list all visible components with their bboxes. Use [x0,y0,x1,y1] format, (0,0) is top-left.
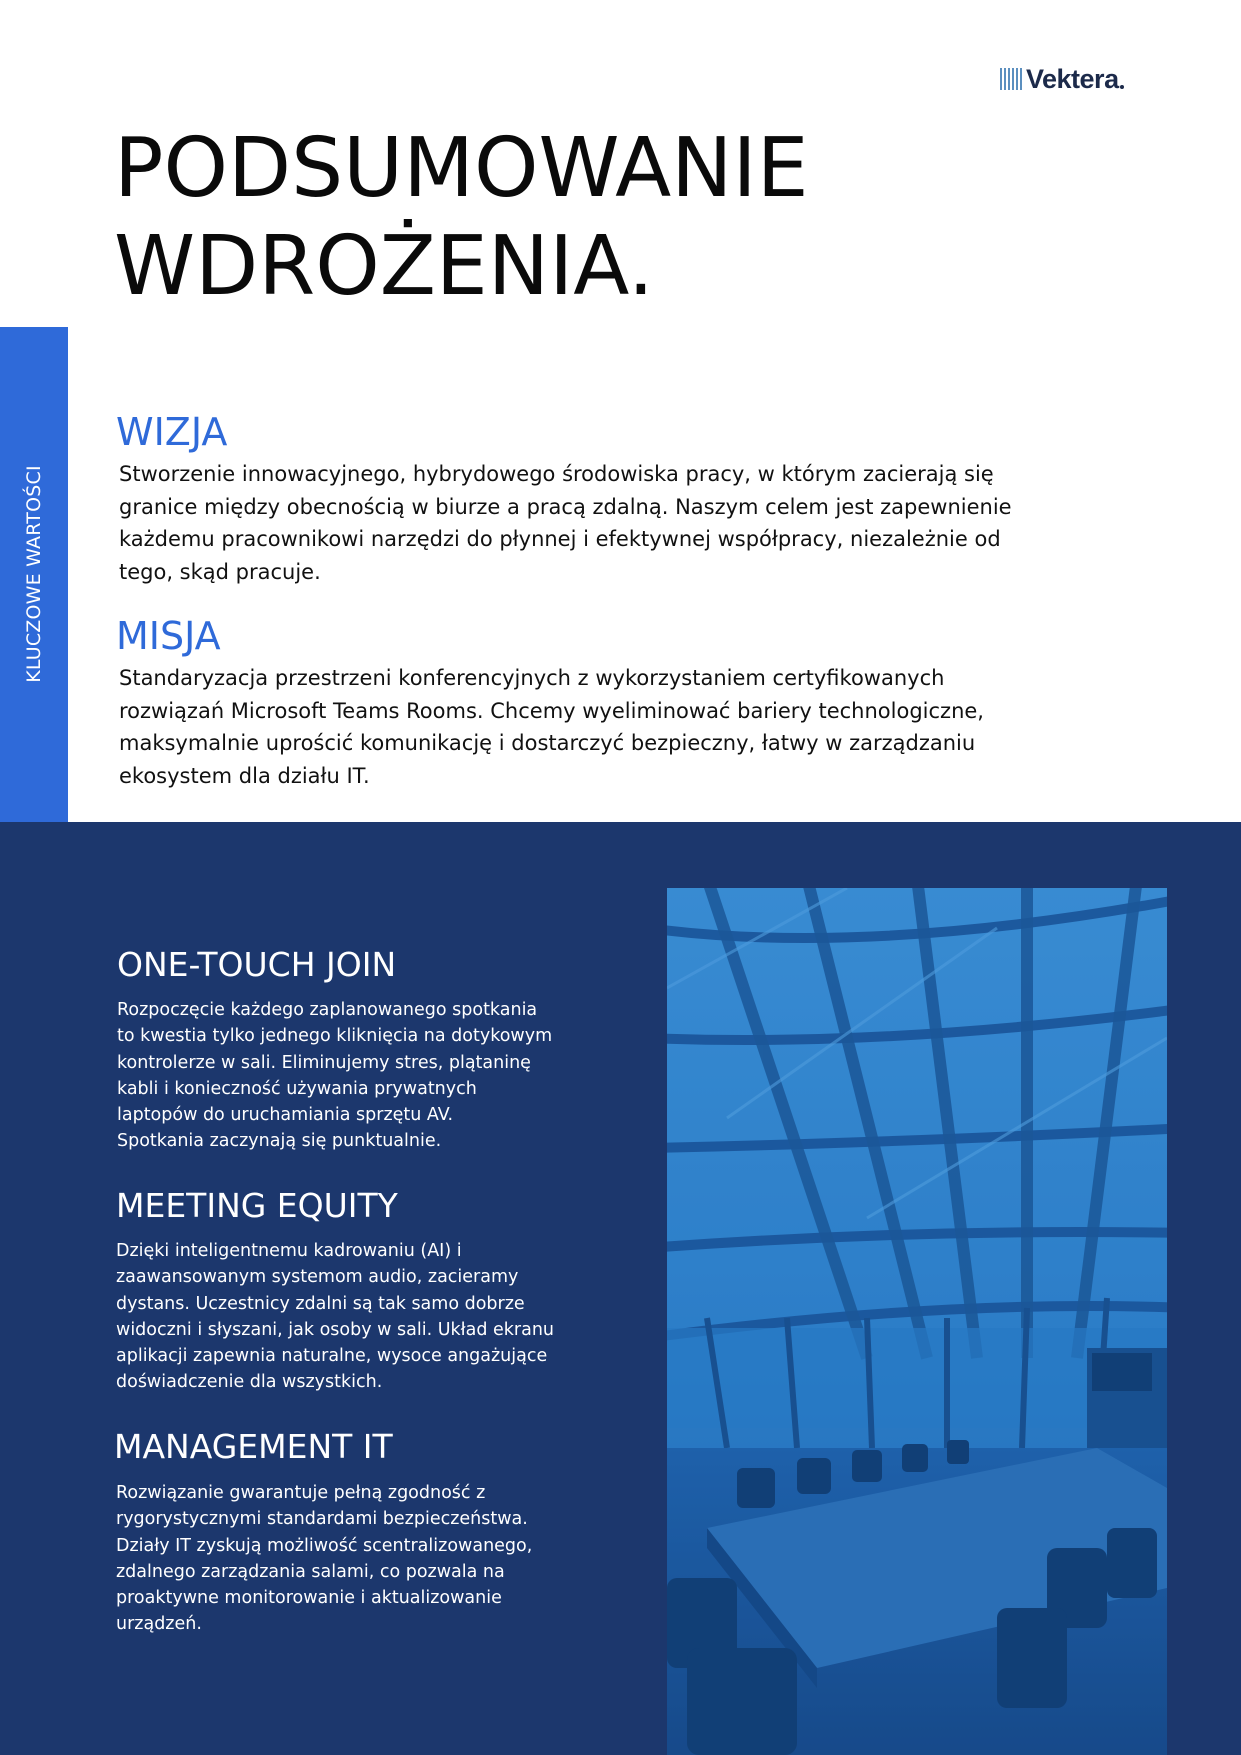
brand-logo [1000,64,1124,94]
feature-line: to kwestia tylko jednego kliknięcia na dotykowym [117,1026,553,1047]
vision-line: granice między obecnością w biurze a pracą zdalną. Naszym celem jest zapewnienie [119,494,1012,519]
page-title-line-1: PODSUMOWANIE [114,121,809,216]
feature-line: Działy IT zyskują możliwość scentralizowanego, [116,1535,533,1556]
mission-text [119,662,1109,792]
mission-line: rozwiązań Microsoft Teams Rooms. Chcemy wyeliminować bariery technologiczne, [119,698,984,723]
feature-line: doświadczenie dla wszystkich. [116,1372,383,1393]
feature-line: zdalnego zarządzania salami, co pozwala na [116,1561,505,1582]
mission-line: maksymalnie uprościć komunikację i dostarczyć bezpieczny, łatwy w zarządzaniu [119,731,976,755]
feature-text-management-it [116,1480,596,1638]
vision-line: tego, skąd pracuje. [119,559,321,584]
feature-line: kontrolerze w sali. Eliminujemy stres, plątaninę [117,1052,531,1073]
feature-line: Rozwiązanie gwarantuje pełną zgodność z [116,1483,486,1503]
feature-line: zaawansowanym systemom audio, zacieramy [116,1267,519,1288]
feature-line: urządzeń. [116,1614,202,1635]
conference-room-photo [667,888,1167,1755]
feature-line: widoczni i słyszani, jak osoby w sali. Układ ekranu [116,1319,555,1340]
side-tab [0,327,68,822]
page-title [114,120,809,316]
page-title-line-2: WDROŻENIA. [114,219,654,314]
side-tab-label: KLUCZOWE WARTOŚCI [23,465,45,683]
feature-heading-management-it: MANAGEMENT IT [114,1427,393,1466]
feature-line: Spotkania zaczynają się punktualnie. [117,1131,442,1152]
feature-heading-meeting-equity: MEETING EQUITY [116,1186,398,1225]
feature-line: rygorystycznymi standardami bezpieczeństwa. [116,1509,528,1530]
feature-line: laptopów do uruchamiania sprzętu AV. [117,1105,454,1126]
feature-line: dystans. Uczestnicy zdalni są tak samo dobrze [116,1293,525,1314]
vision-text [119,458,1109,588]
feature-line: proaktywne monitorowanie i aktualizowanie [116,1588,502,1609]
feature-text-meeting-equity [116,1238,596,1396]
mission-line: Standaryzacja przestrzeni konferencyjnych z wykorzystaniem certyfikowanych [119,666,945,690]
feature-line: aplikacji zapewnia naturalne, wysoce angażujące [116,1346,548,1367]
logo-bars-icon [1000,68,1022,90]
feature-line: Dzięki inteligentnemu kadrowaniu (AI) i [116,1241,462,1261]
vision-line: Stworzenie innowacyjnego, hybrydowego środowiska pracy, w którym zacierają się [119,462,994,486]
vision-line: każdemu pracownikowi narzędzi do płynnej i efektywnej współpracy, niezależnie od [119,527,1001,551]
logo-text: Vektera [1026,63,1119,94]
feature-heading-one-touch-join: ONE-TOUCH JOIN [117,945,397,984]
feature-text-one-touch-join [117,997,597,1155]
feature-line: kabli i konieczność używania prywatnych [117,1078,477,1099]
feature-line: Rozpoczęcie każdego zaplanowanego spotkania [117,1000,538,1020]
logo-dot-icon [1120,85,1124,89]
vision-heading: WIZJA [116,410,228,454]
mission-heading: MISJA [116,614,221,658]
mission-line: ekosystem dla działu IT. [119,763,370,788]
